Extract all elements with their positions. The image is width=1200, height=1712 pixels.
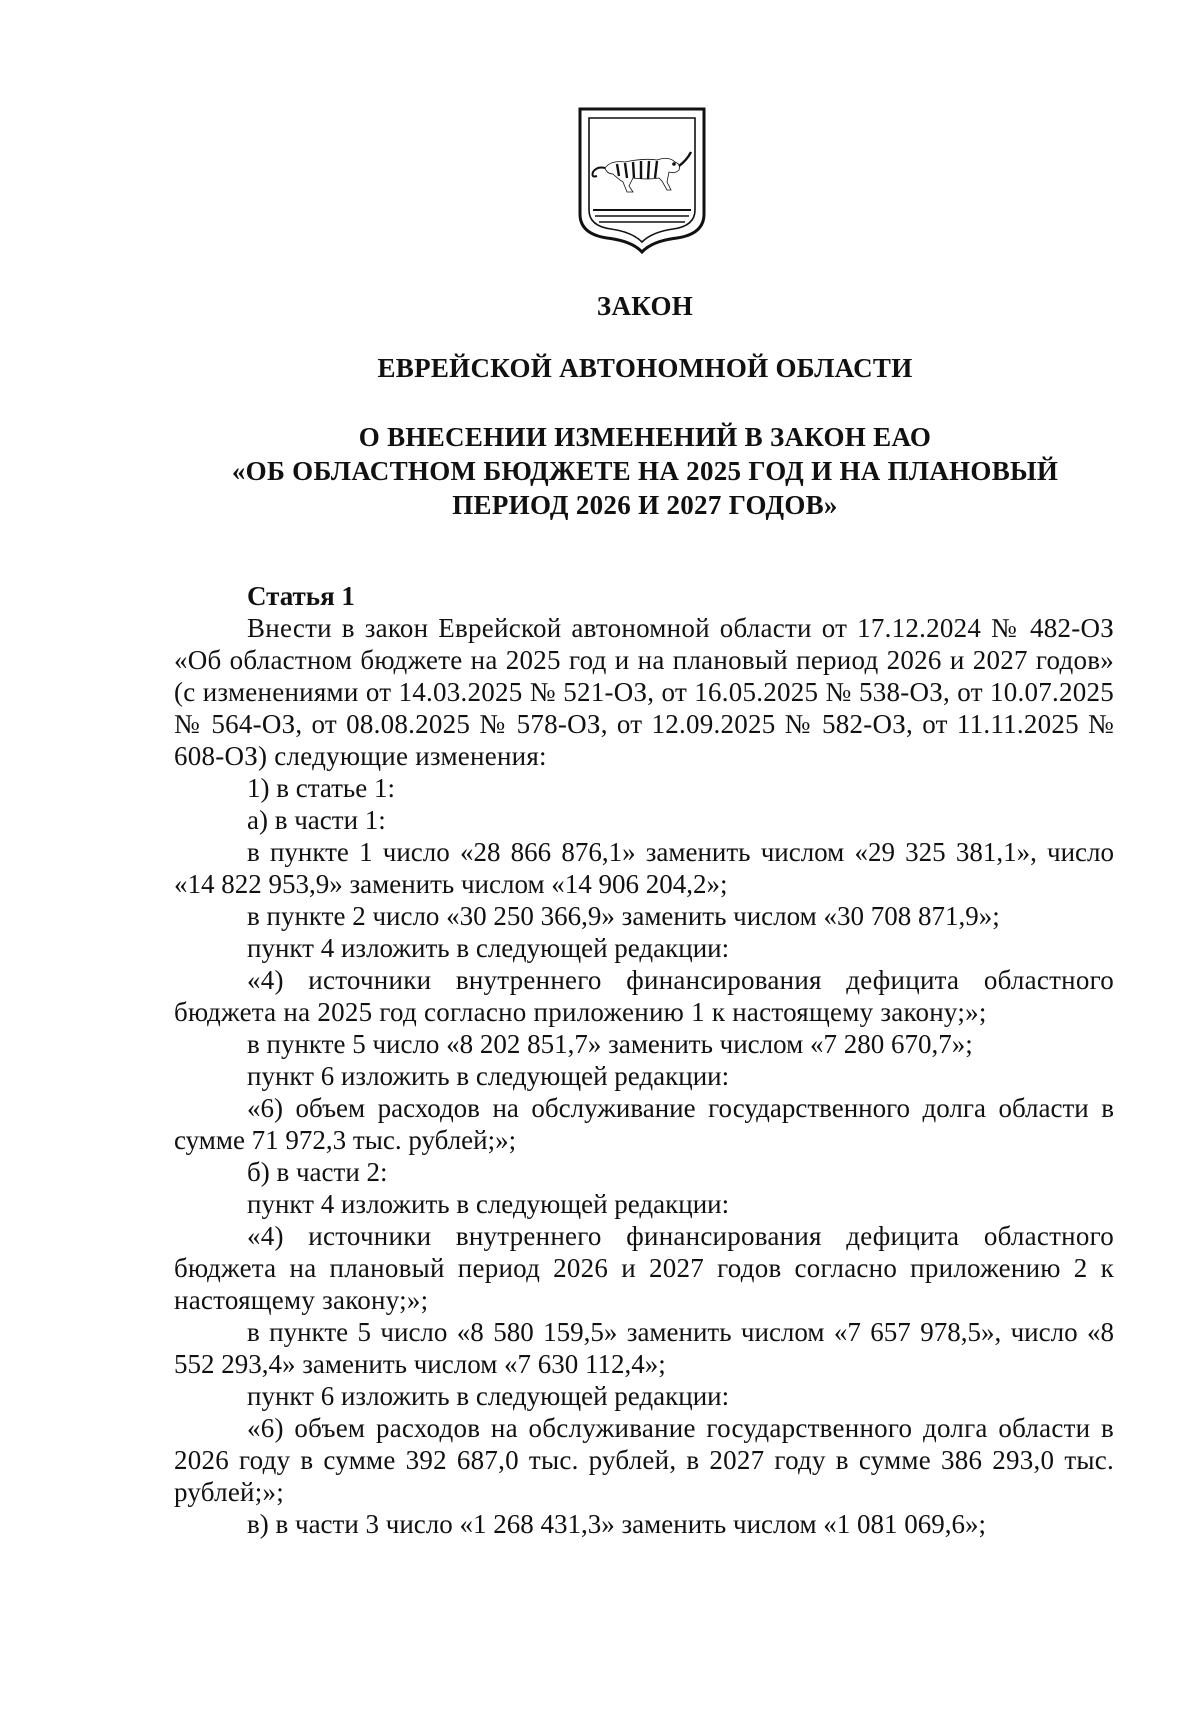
paragraph: в пункте 2 число «30 250 366,9» заменить числом «30 708 871,9»;	[247, 901, 1000, 931]
paragraph: 1) в статье 1:	[247, 773, 395, 803]
paragraph: пункт 6 изложить в следующей редакции:	[247, 1381, 730, 1411]
paragraph: в) в части 3 число «1 268 431,3» заменить числом «1 081 069,6»;	[247, 1509, 987, 1539]
paragraph: «4) источники внутреннего финансирования дефицита областного бюджета на 2025 год согласно приложению 1 к настоящему закону;»;	[174, 965, 1114, 1027]
paragraph: «6) объем расходов на обслуживание государственного долга области в 2026 году в сумме 392 687,0 тыс. рублей, в 2027 году в сумме 386 293,0 тыс. рублей;»;	[174, 1413, 1114, 1507]
paragraph: «4) источники внутреннего финансирования дефицита областного бюджета на плановый период 2026 и 2027 годов согласно приложению 2 к настоящему закону;»;	[174, 1221, 1114, 1315]
paragraph: «6) объем расходов на обслуживание государственного долга области в сумме 71 972,3 тыс. рублей;»;	[174, 1093, 1114, 1155]
paragraph: пункт 6 изложить в следующей редакции:	[247, 1061, 730, 1091]
tiger-coat-of-arms-icon	[577, 106, 707, 256]
paragraph: Внести в закон Еврейской автономной области от 17.12.2024 № 482-ОЗ «Об областном бюджете на 2025 год и на плановый период 2026 и 2027 годов» (с изменениями от 14.03.2025 № 521-ОЗ, от 16.05.2025 № 538-ОЗ, от 10.07.2025 № 564-ОЗ, от 08.08.2025 № 578-ОЗ, от 12.09.2025 № 582-ОЗ, от 11.11.2025 № 608-ОЗ) следующие изменения:	[174, 613, 1114, 771]
issuing-region: ЕВРЕЙСКОЙ АВТОНОМНОЙ ОБЛАСТИ	[377, 353, 913, 383]
subject-line: О ВНЕСЕНИИ ИЗМЕНЕНИЙ В ЗАКОН ЕАО	[358, 422, 932, 452]
subject-line: ПЕРИОД 2026 И 2027 ГОДОВ»	[452, 490, 838, 520]
law-body	[174, 580, 1114, 1540]
document-type: ЗАКОН	[596, 291, 694, 321]
paragraph: пункт 4 изложить в следующей редакции:	[247, 1189, 730, 1219]
law-subject-title	[170, 420, 1120, 522]
paragraph: в пункте 1 число «28 866 876,1» заменить числом «29 325 381,1», число «14 822 953,9» заменить числом «14 906 204,2»;	[174, 837, 1114, 899]
article-heading: Статья 1	[247, 581, 355, 611]
subject-line: «ОБ ОБЛАСТНОМ БЮДЖЕТЕ НА 2025 ГОД И НА ПЛАНОВЫЙ	[231, 456, 1059, 486]
paragraph: б) в части 2:	[247, 1157, 388, 1187]
paragraph: в пункте 5 число «8 580 159,5» заменить числом «7 657 978,5», число «8 552 293,4» заменить числом «7 630 112,4»;	[174, 1317, 1114, 1379]
paragraph: а) в части 1:	[247, 805, 386, 835]
paragraph: пункт 4 изложить в следующей редакции:	[247, 933, 730, 963]
paragraph: в пункте 5 число «8 202 851,7» заменить числом «7 280 670,7»;	[247, 1029, 973, 1059]
